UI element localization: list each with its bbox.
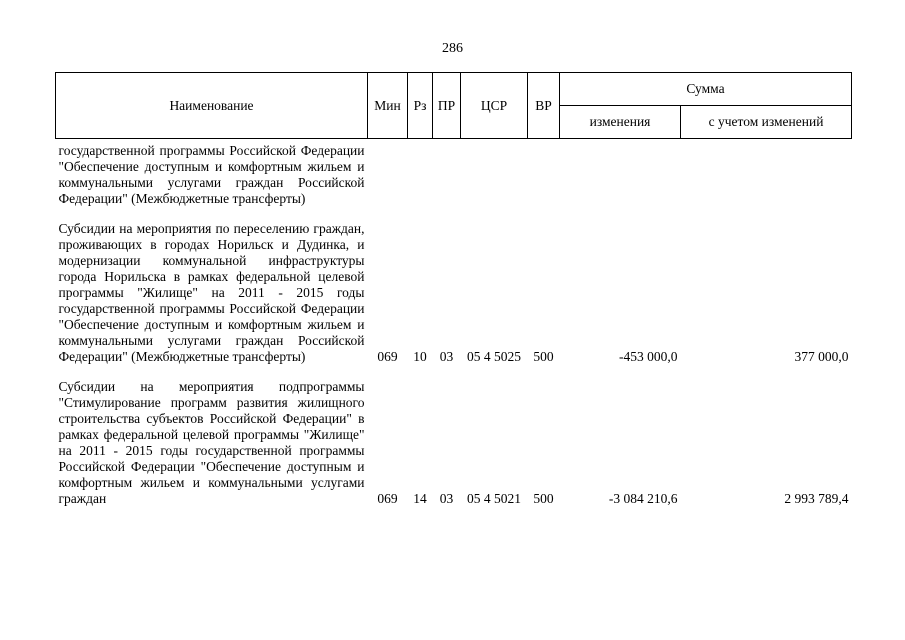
row-name: Субсидии на мероприятия по переселению граждан, проживающих в городах Норильск и Дудинка, и модернизации коммунальной инфраструктуры города Норильска в рамках федеральной целевой программы "Жилище" на 2011 - 2015 годы государственной программы Российской Федерации "Обеспечение доступным и комфортным жильем и коммунальными услугами граждан Российской Федерации" (Межбюджетные трансферты)	[58, 221, 365, 364]
row-min	[368, 139, 408, 208]
row-min: 069	[377, 491, 398, 506]
row-vr: 500	[533, 491, 554, 506]
header-pr: ПР	[433, 73, 461, 139]
row-min: 069	[377, 349, 398, 364]
row-rz: 14	[413, 491, 427, 506]
budget-table	[55, 72, 852, 507]
header-sum: Сумма	[560, 73, 852, 106]
row-name: государственной программы Российской Федерации "Обеспечение доступным и комфортным жильем и коммунальными услугами граждан Российской Федерации" (Межбюджетные трансферты)	[58, 143, 365, 206]
header-min: Мин	[368, 73, 408, 139]
header-change: изменения	[560, 106, 681, 139]
table-row	[56, 365, 852, 507]
header-vr: ВР	[528, 73, 560, 139]
page-number: 286	[442, 41, 463, 56]
row-vr: 500	[533, 349, 554, 364]
row-vr	[528, 139, 560, 208]
row-name: Субсидии на мероприятия подпрограммы "Стимулирование программ развития жилищного строительства субъектов Российской Федерации" в рамках федеральной целевой программы "Жилище" на 2011 - 2015 годы государственной программы Российской Федерации "Обеспечение доступным и комфортным жильем и коммунальными услугами граждан	[58, 379, 365, 506]
row-rz: 10	[413, 349, 427, 364]
row-csr: 05 4 5025	[467, 349, 521, 364]
header-name: Наименование	[56, 73, 368, 139]
row-csr: 05 4 5021	[467, 491, 521, 506]
table-row	[56, 139, 852, 208]
row-with-change: 377 000,0	[794, 349, 849, 364]
row-pr: 03	[439, 349, 454, 364]
row-change: -453 000,0	[619, 349, 678, 364]
header-rz: Рз	[408, 73, 433, 139]
row-pr	[433, 139, 461, 208]
row-pr: 03	[439, 491, 454, 506]
header-csr: ЦСР	[461, 73, 528, 139]
row-change: -3 084 210,6	[608, 491, 678, 506]
row-rz	[408, 139, 433, 208]
row-csr	[461, 139, 528, 208]
header-with-change: с учетом изменений	[681, 106, 852, 139]
table-row	[56, 207, 852, 365]
row-change	[560, 139, 681, 208]
row-with-change: 2 993 789,4	[784, 491, 849, 506]
row-with-change	[681, 139, 852, 208]
